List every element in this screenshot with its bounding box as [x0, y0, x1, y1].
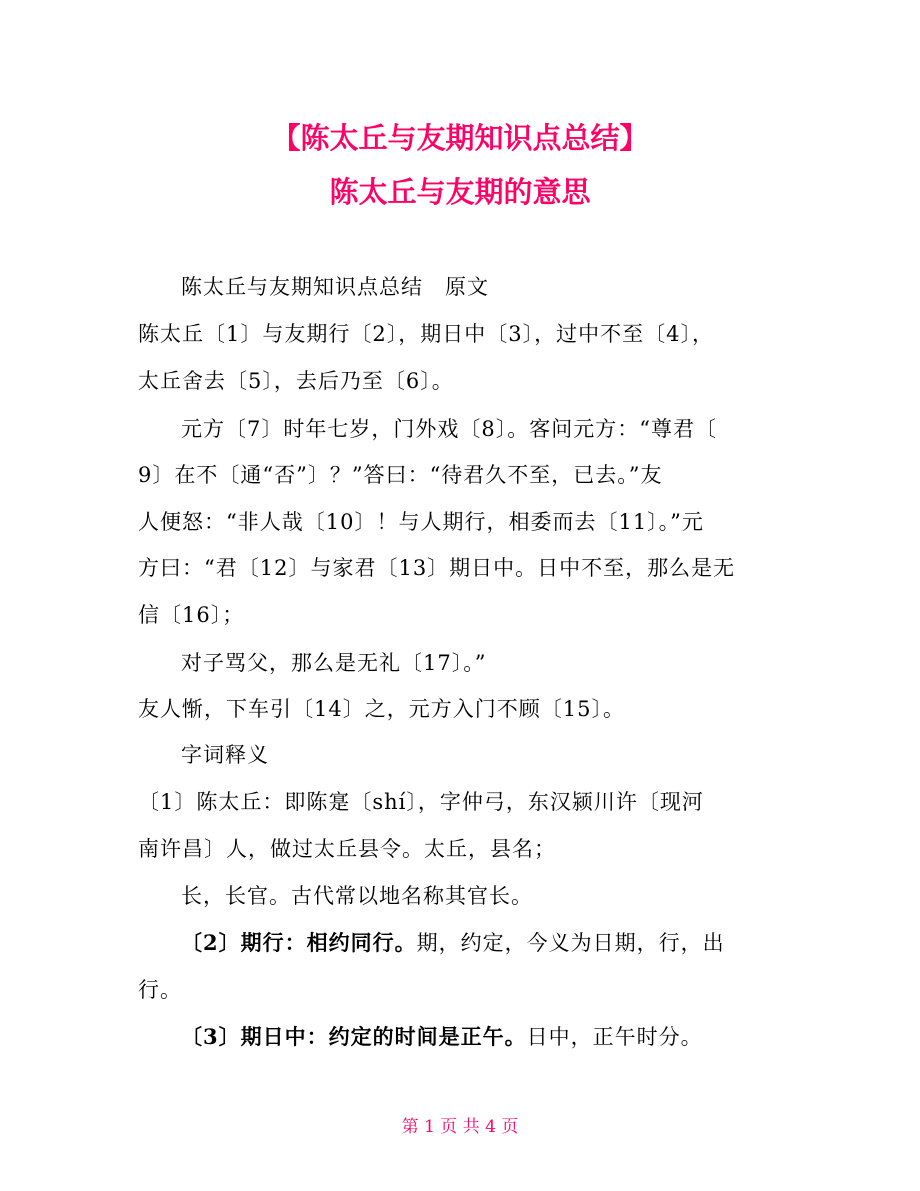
text-line: 〔1〕陈太丘：即陈寔〔shí〕，字仲弓，东汉颍川许〔现河	[138, 790, 704, 814]
title-line-1: 【陈太丘与友期知识点总结】	[271, 121, 649, 155]
definition-3-term: 〔3〕期日中：约定的时间是正午。	[181, 1024, 527, 1049]
definition-3	[181, 1022, 841, 1052]
text-line: 元方〔7〕时年七岁，门外戏〔8〕。客问元方：“尊君〔	[181, 417, 717, 441]
text-line: 对子骂父，那么是无礼〔17〕。”	[181, 651, 487, 675]
definition-2-term: 〔2〕期行：相约同行。	[181, 930, 417, 955]
text-line: 南许昌〕人，做过太丘县令。太丘，县名；	[138, 837, 556, 861]
definition-2	[181, 928, 841, 958]
section-heading-original: 陈太丘与友期知识点总结 原文	[181, 275, 489, 299]
definition-2-text: 期，约定，今义为日期，行，出	[416, 931, 725, 955]
text-line: 行。	[138, 978, 182, 1002]
text-line: 方曰：“君〔12〕与家君〔13〕期日中。日中不至，那么是无	[138, 556, 736, 580]
text-line: 长，长官。古代常以地名称其官长。	[181, 884, 533, 908]
text-line: 太丘舍去〔5〕，去后乃至〔6〕。	[138, 369, 454, 393]
definition-3-text: 日中，正午时分。	[526, 1025, 703, 1049]
text-line: 9〕在不〔通“否”〕？”答曰：“待君久不至，已去。”友	[138, 463, 663, 487]
title-line-2: 陈太丘与友期的意思	[329, 175, 591, 209]
page-number: 第 1 页 共 4 页	[401, 1117, 519, 1137]
text-line: 陈太丘〔1〕与友期行〔2〕，期日中〔3〕，过中不至〔4〕，	[138, 322, 714, 346]
section-heading-glossary: 字词释义	[181, 743, 269, 767]
text-line: 信〔16〕；	[138, 603, 245, 627]
text-line: 友人惭，下车引〔14〕之，元方入门不顾〔15〕。	[138, 697, 625, 721]
text-line: 人便怒：“非人哉〔10〕！与人期行，相委而去〔11〕。”元	[138, 510, 704, 534]
